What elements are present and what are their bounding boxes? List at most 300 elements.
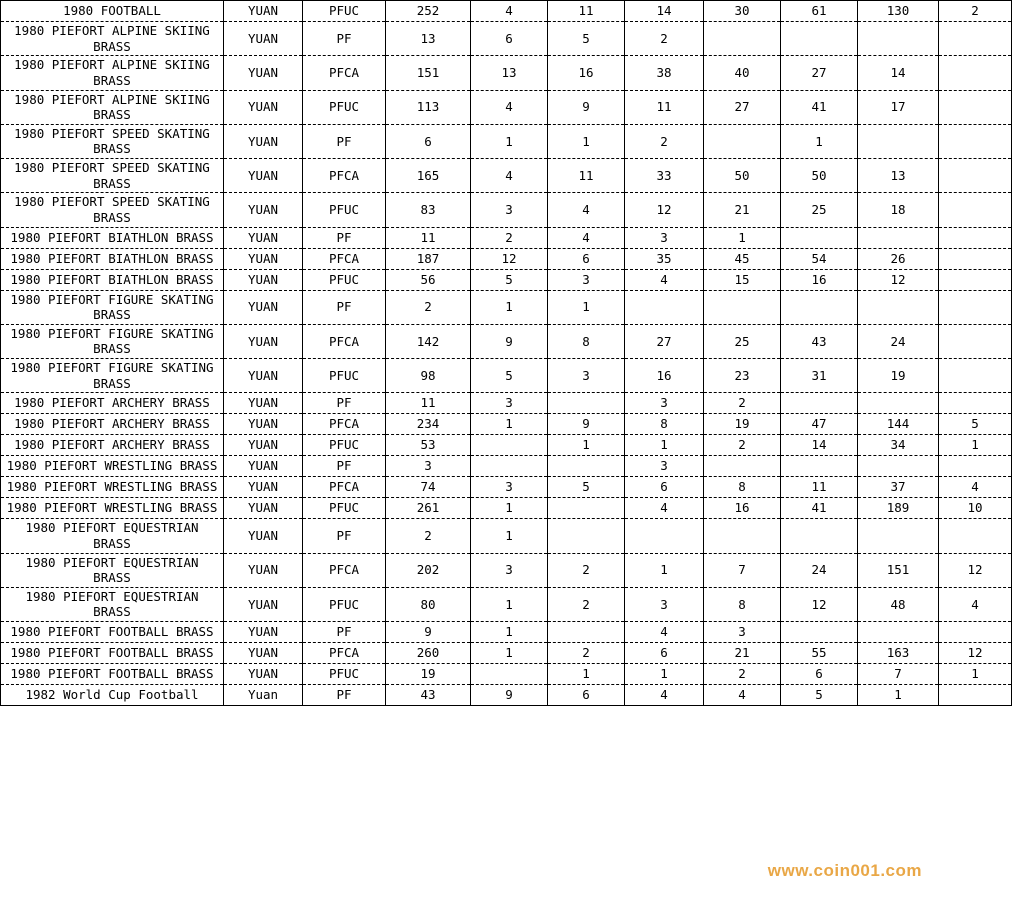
- site-watermark: www.coin001.com: [767, 861, 922, 880]
- cell-currency: YUAN: [224, 90, 303, 124]
- cell-total: 261: [386, 498, 471, 519]
- cell-g6: 18: [858, 193, 939, 227]
- cell-g3: 2: [625, 22, 704, 56]
- cell-currency: YUAN: [224, 414, 303, 435]
- table-row: [1, 324, 1012, 358]
- cell-g5: 6: [781, 664, 858, 685]
- cell-g3: 38: [625, 56, 704, 90]
- cell-grade: PF: [303, 456, 386, 477]
- cell-g1: 3: [471, 553, 548, 587]
- cell-g7: [939, 22, 1012, 56]
- cell-name: 1980 PIEFORT BIATHLON BRASS: [1, 248, 224, 269]
- cell-g4: 15: [704, 269, 781, 290]
- cell-name: 1980 PIEFORT FOOTBALL BRASS: [1, 643, 224, 664]
- cell-g5: [781, 622, 858, 643]
- cell-g1: 1: [471, 643, 548, 664]
- cell-g3: 8: [625, 414, 704, 435]
- cell-grade: PFCA: [303, 414, 386, 435]
- cell-name: 1980 PIEFORT ALPINE SKIING BRASS: [1, 56, 224, 90]
- cell-g6: 130: [858, 1, 939, 22]
- cell-g4: 8: [704, 587, 781, 621]
- cell-total: 98: [386, 359, 471, 393]
- cell-g1: 1: [471, 414, 548, 435]
- cell-name: 1980 PIEFORT WRESTLING BRASS: [1, 477, 224, 498]
- cell-g1: 1: [471, 124, 548, 158]
- cell-g3: 35: [625, 248, 704, 269]
- cell-currency: YUAN: [224, 664, 303, 685]
- cell-g6: 14: [858, 56, 939, 90]
- cell-g1: 4: [471, 159, 548, 193]
- cell-g4: 30: [704, 1, 781, 22]
- cell-currency: YUAN: [224, 477, 303, 498]
- cell-g1: 9: [471, 324, 548, 358]
- table-body: [1, 1, 1012, 706]
- cell-grade: PFUC: [303, 1, 386, 22]
- table-row: [1, 359, 1012, 393]
- cell-g7: [939, 159, 1012, 193]
- cell-g7: [939, 519, 1012, 553]
- cell-g3: [625, 290, 704, 324]
- cell-g5: 41: [781, 498, 858, 519]
- cell-g2: [548, 622, 625, 643]
- cell-g7: 2: [939, 1, 1012, 22]
- cell-g1: 1: [471, 519, 548, 553]
- cell-g5: 5: [781, 685, 858, 706]
- cell-g5: [781, 290, 858, 324]
- cell-g4: 1: [704, 227, 781, 248]
- cell-g7: 10: [939, 498, 1012, 519]
- cell-g7: [939, 393, 1012, 414]
- table-row: [1, 1, 1012, 22]
- cell-g5: 16: [781, 269, 858, 290]
- cell-name: 1980 PIEFORT FOOTBALL BRASS: [1, 622, 224, 643]
- cell-g6: 17: [858, 90, 939, 124]
- cell-g6: 7: [858, 664, 939, 685]
- cell-grade: PF: [303, 685, 386, 706]
- cell-total: 252: [386, 1, 471, 22]
- cell-g2: 2: [548, 553, 625, 587]
- cell-total: 260: [386, 643, 471, 664]
- cell-total: 80: [386, 587, 471, 621]
- cell-name: 1980 PIEFORT BIATHLON BRASS: [1, 227, 224, 248]
- cell-name: 1980 PIEFORT WRESTLING BRASS: [1, 498, 224, 519]
- cell-grade: PFCA: [303, 159, 386, 193]
- cell-g4: [704, 290, 781, 324]
- cell-g2: 9: [548, 414, 625, 435]
- cell-g7: [939, 56, 1012, 90]
- cell-name: 1980 PIEFORT FIGURE SKATING BRASS: [1, 290, 224, 324]
- cell-g2: 11: [548, 1, 625, 22]
- cell-g2: 8: [548, 324, 625, 358]
- table-row: [1, 290, 1012, 324]
- cell-g5: 47: [781, 414, 858, 435]
- cell-g5: 1: [781, 124, 858, 158]
- table-row: [1, 227, 1012, 248]
- cell-g1: 9: [471, 685, 548, 706]
- cell-currency: YUAN: [224, 1, 303, 22]
- cell-g7: [939, 227, 1012, 248]
- cell-grade: PF: [303, 393, 386, 414]
- cell-g6: 26: [858, 248, 939, 269]
- cell-currency: YUAN: [224, 553, 303, 587]
- cell-g5: 43: [781, 324, 858, 358]
- cell-g7: [939, 324, 1012, 358]
- cell-g5: 24: [781, 553, 858, 587]
- cell-grade: PFUC: [303, 90, 386, 124]
- cell-currency: YUAN: [224, 159, 303, 193]
- cell-name: 1980 PIEFORT ALPINE SKIING BRASS: [1, 22, 224, 56]
- cell-g4: 8: [704, 477, 781, 498]
- cell-g7: [939, 622, 1012, 643]
- cell-currency: YUAN: [224, 124, 303, 158]
- cell-currency: YUAN: [224, 456, 303, 477]
- cell-total: 11: [386, 393, 471, 414]
- table-row: [1, 393, 1012, 414]
- table-row: [1, 664, 1012, 685]
- cell-g1: 13: [471, 56, 548, 90]
- cell-name: 1980 PIEFORT FIGURE SKATING BRASS: [1, 324, 224, 358]
- cell-g6: 48: [858, 587, 939, 621]
- cell-g6: [858, 124, 939, 158]
- cell-g4: 25: [704, 324, 781, 358]
- cell-g1: 1: [471, 622, 548, 643]
- cell-g2: 5: [548, 22, 625, 56]
- cell-g1: [471, 664, 548, 685]
- cell-total: 142: [386, 324, 471, 358]
- cell-g2: [548, 393, 625, 414]
- table-row: [1, 498, 1012, 519]
- cell-g4: 40: [704, 56, 781, 90]
- cell-total: 234: [386, 414, 471, 435]
- cell-g3: 1: [625, 553, 704, 587]
- table-row: [1, 553, 1012, 587]
- cell-total: 202: [386, 553, 471, 587]
- cell-g6: 189: [858, 498, 939, 519]
- cell-g4: 16: [704, 498, 781, 519]
- cell-g1: 3: [471, 477, 548, 498]
- table-row: [1, 124, 1012, 158]
- cell-g1: 5: [471, 359, 548, 393]
- cell-total: 19: [386, 664, 471, 685]
- cell-name: 1980 PIEFORT ALPINE SKIING BRASS: [1, 90, 224, 124]
- cell-g3: [625, 519, 704, 553]
- cell-grade: PFUC: [303, 498, 386, 519]
- cell-grade: PFCA: [303, 643, 386, 664]
- cell-g3: 1: [625, 435, 704, 456]
- cell-g1: 5: [471, 269, 548, 290]
- cell-g7: [939, 124, 1012, 158]
- cell-g4: 23: [704, 359, 781, 393]
- cell-name: 1982 World Cup Football: [1, 685, 224, 706]
- cell-g2: 4: [548, 193, 625, 227]
- cell-currency: YUAN: [224, 22, 303, 56]
- cell-g2: 6: [548, 248, 625, 269]
- cell-g5: 25: [781, 193, 858, 227]
- cell-g4: 50: [704, 159, 781, 193]
- cell-g3: 4: [625, 498, 704, 519]
- cell-g1: 12: [471, 248, 548, 269]
- cell-g3: 6: [625, 477, 704, 498]
- cell-g2: 3: [548, 359, 625, 393]
- cell-g4: [704, 519, 781, 553]
- cell-g6: 37: [858, 477, 939, 498]
- table-row: [1, 159, 1012, 193]
- cell-g7: [939, 90, 1012, 124]
- cell-g3: 3: [625, 587, 704, 621]
- cell-name: 1980 PIEFORT ARCHERY BRASS: [1, 393, 224, 414]
- cell-g2: 3: [548, 269, 625, 290]
- cell-g2: 4: [548, 227, 625, 248]
- cell-g7: 4: [939, 477, 1012, 498]
- cell-g6: [858, 290, 939, 324]
- cell-g1: 3: [471, 393, 548, 414]
- cell-g2: 1: [548, 290, 625, 324]
- cell-g7: [939, 290, 1012, 324]
- cell-g7: [939, 193, 1012, 227]
- cell-g6: 1: [858, 685, 939, 706]
- table-row: [1, 269, 1012, 290]
- cell-g7: [939, 685, 1012, 706]
- cell-grade: PFUC: [303, 664, 386, 685]
- cell-total: 9: [386, 622, 471, 643]
- cell-g5: 12: [781, 587, 858, 621]
- cell-g7: 4: [939, 587, 1012, 621]
- table-row: [1, 477, 1012, 498]
- cell-g7: 12: [939, 553, 1012, 587]
- cell-g2: 1: [548, 664, 625, 685]
- cell-total: 2: [386, 519, 471, 553]
- table-row: [1, 56, 1012, 90]
- cell-g1: 1: [471, 290, 548, 324]
- cell-grade: PF: [303, 124, 386, 158]
- cell-g1: 6: [471, 22, 548, 56]
- cell-grade: PF: [303, 22, 386, 56]
- cell-g5: [781, 22, 858, 56]
- table-row: [1, 248, 1012, 269]
- cell-g3: 3: [625, 393, 704, 414]
- cell-g3: 27: [625, 324, 704, 358]
- cell-g2: [548, 456, 625, 477]
- cell-total: 187: [386, 248, 471, 269]
- cell-g5: [781, 393, 858, 414]
- table-row: [1, 622, 1012, 643]
- cell-grade: PF: [303, 290, 386, 324]
- cell-currency: YUAN: [224, 435, 303, 456]
- cell-currency: YUAN: [224, 622, 303, 643]
- cell-name: 1980 PIEFORT SPEED SKATING BRASS: [1, 159, 224, 193]
- cell-g2: 9: [548, 90, 625, 124]
- cell-g6: [858, 227, 939, 248]
- cell-g5: 27: [781, 56, 858, 90]
- cell-g2: 2: [548, 643, 625, 664]
- cell-total: 2: [386, 290, 471, 324]
- cell-currency: YUAN: [224, 227, 303, 248]
- cell-g3: 6: [625, 643, 704, 664]
- cell-g4: 21: [704, 643, 781, 664]
- cell-total: 165: [386, 159, 471, 193]
- cell-total: 6: [386, 124, 471, 158]
- cell-g6: 13: [858, 159, 939, 193]
- cell-grade: PFCA: [303, 553, 386, 587]
- cell-g2: 16: [548, 56, 625, 90]
- cell-total: 83: [386, 193, 471, 227]
- cell-g6: 34: [858, 435, 939, 456]
- cell-total: 3: [386, 456, 471, 477]
- cell-name: 1980 PIEFORT SPEED SKATING BRASS: [1, 193, 224, 227]
- cell-currency: YUAN: [224, 269, 303, 290]
- cell-g2: 11: [548, 159, 625, 193]
- cell-g4: 2: [704, 393, 781, 414]
- cell-total: 11: [386, 227, 471, 248]
- cell-g3: 2: [625, 124, 704, 158]
- cell-g4: 27: [704, 90, 781, 124]
- cell-name: 1980 PIEFORT EQUESTRIAN BRASS: [1, 519, 224, 553]
- cell-total: 74: [386, 477, 471, 498]
- cell-g1: 4: [471, 1, 548, 22]
- cell-grade: PFCA: [303, 56, 386, 90]
- cell-g1: 1: [471, 498, 548, 519]
- cell-grade: PFUC: [303, 359, 386, 393]
- cell-g2: 1: [548, 124, 625, 158]
- cell-g4: 21: [704, 193, 781, 227]
- cell-name: 1980 FOOTBALL: [1, 1, 224, 22]
- cell-currency: YUAN: [224, 290, 303, 324]
- cell-currency: YUAN: [224, 587, 303, 621]
- cell-g4: 2: [704, 664, 781, 685]
- cell-grade: PF: [303, 622, 386, 643]
- table-row: [1, 456, 1012, 477]
- cell-g5: [781, 227, 858, 248]
- cell-g3: 33: [625, 159, 704, 193]
- cell-g1: 1: [471, 587, 548, 621]
- cell-grade: PFUC: [303, 269, 386, 290]
- cell-name: 1980 PIEFORT EQUESTRIAN BRASS: [1, 553, 224, 587]
- cell-currency: YUAN: [224, 193, 303, 227]
- cell-g3: 12: [625, 193, 704, 227]
- cell-g4: 45: [704, 248, 781, 269]
- cell-g5: 41: [781, 90, 858, 124]
- table-row: [1, 435, 1012, 456]
- cell-name: 1980 PIEFORT WRESTLING BRASS: [1, 456, 224, 477]
- cell-g1: [471, 456, 548, 477]
- cell-currency: YUAN: [224, 498, 303, 519]
- cell-g6: [858, 456, 939, 477]
- cell-g3: 3: [625, 227, 704, 248]
- cell-g7: [939, 359, 1012, 393]
- table-row: [1, 685, 1012, 706]
- cell-g4: [704, 456, 781, 477]
- cell-g1: 3: [471, 193, 548, 227]
- cell-name: 1980 PIEFORT EQUESTRIAN BRASS: [1, 587, 224, 621]
- cell-currency: YUAN: [224, 519, 303, 553]
- cell-total: 53: [386, 435, 471, 456]
- cell-g4: [704, 124, 781, 158]
- table-row: [1, 587, 1012, 621]
- cell-total: 56: [386, 269, 471, 290]
- cell-name: 1980 PIEFORT BIATHLON BRASS: [1, 269, 224, 290]
- cell-g3: 11: [625, 90, 704, 124]
- cell-g5: [781, 519, 858, 553]
- cell-g2: 6: [548, 685, 625, 706]
- cell-total: 113: [386, 90, 471, 124]
- table-row: [1, 643, 1012, 664]
- cell-g7: 5: [939, 414, 1012, 435]
- cell-g4: 19: [704, 414, 781, 435]
- cell-g3: 16: [625, 359, 704, 393]
- cell-g4: 3: [704, 622, 781, 643]
- cell-g4: 2: [704, 435, 781, 456]
- cell-name: 1980 PIEFORT ARCHERY BRASS: [1, 435, 224, 456]
- cell-currency: YUAN: [224, 56, 303, 90]
- cell-total: 43: [386, 685, 471, 706]
- cell-g2: 1: [548, 435, 625, 456]
- cell-g2: [548, 498, 625, 519]
- cell-name: 1980 PIEFORT SPEED SKATING BRASS: [1, 124, 224, 158]
- cell-g6: 144: [858, 414, 939, 435]
- cell-g7: 1: [939, 664, 1012, 685]
- cell-g5: 61: [781, 1, 858, 22]
- cell-g5: 11: [781, 477, 858, 498]
- cell-name: 1980 PIEFORT FOOTBALL BRASS: [1, 664, 224, 685]
- table-row: [1, 193, 1012, 227]
- cell-g4: 7: [704, 553, 781, 587]
- cell-currency: YUAN: [224, 359, 303, 393]
- cell-g3: 4: [625, 622, 704, 643]
- cell-currency: YUAN: [224, 393, 303, 414]
- cell-g7: [939, 269, 1012, 290]
- cell-grade: PF: [303, 519, 386, 553]
- cell-grade: PFCA: [303, 324, 386, 358]
- cell-grade: PFUC: [303, 587, 386, 621]
- cell-g5: 14: [781, 435, 858, 456]
- cell-g1: [471, 435, 548, 456]
- cell-g5: [781, 456, 858, 477]
- cell-currency: YUAN: [224, 324, 303, 358]
- cell-g7: 12: [939, 643, 1012, 664]
- cell-g4: [704, 22, 781, 56]
- cell-grade: PFUC: [303, 193, 386, 227]
- cell-g6: 163: [858, 643, 939, 664]
- cell-g2: 2: [548, 587, 625, 621]
- cell-g6: 24: [858, 324, 939, 358]
- cell-g6: [858, 622, 939, 643]
- cell-g7: 1: [939, 435, 1012, 456]
- cell-g5: 50: [781, 159, 858, 193]
- cell-g1: 4: [471, 90, 548, 124]
- cell-g6: [858, 393, 939, 414]
- cell-g2: [548, 519, 625, 553]
- cell-g5: 55: [781, 643, 858, 664]
- cell-currency: YUAN: [224, 248, 303, 269]
- cell-g7: [939, 456, 1012, 477]
- cell-g3: 14: [625, 1, 704, 22]
- cell-g6: 151: [858, 553, 939, 587]
- cell-grade: PFCA: [303, 477, 386, 498]
- table-row: [1, 22, 1012, 56]
- cell-g3: 4: [625, 269, 704, 290]
- cell-total: 13: [386, 22, 471, 56]
- cell-g6: [858, 519, 939, 553]
- cell-name: 1980 PIEFORT ARCHERY BRASS: [1, 414, 224, 435]
- cell-currency: Yuan: [224, 685, 303, 706]
- cell-g3: 3: [625, 456, 704, 477]
- cell-name: 1980 PIEFORT FIGURE SKATING BRASS: [1, 359, 224, 393]
- cell-g1: 2: [471, 227, 548, 248]
- cell-g4: 4: [704, 685, 781, 706]
- cell-g7: [939, 248, 1012, 269]
- cell-g2: 5: [548, 477, 625, 498]
- cell-grade: PFUC: [303, 435, 386, 456]
